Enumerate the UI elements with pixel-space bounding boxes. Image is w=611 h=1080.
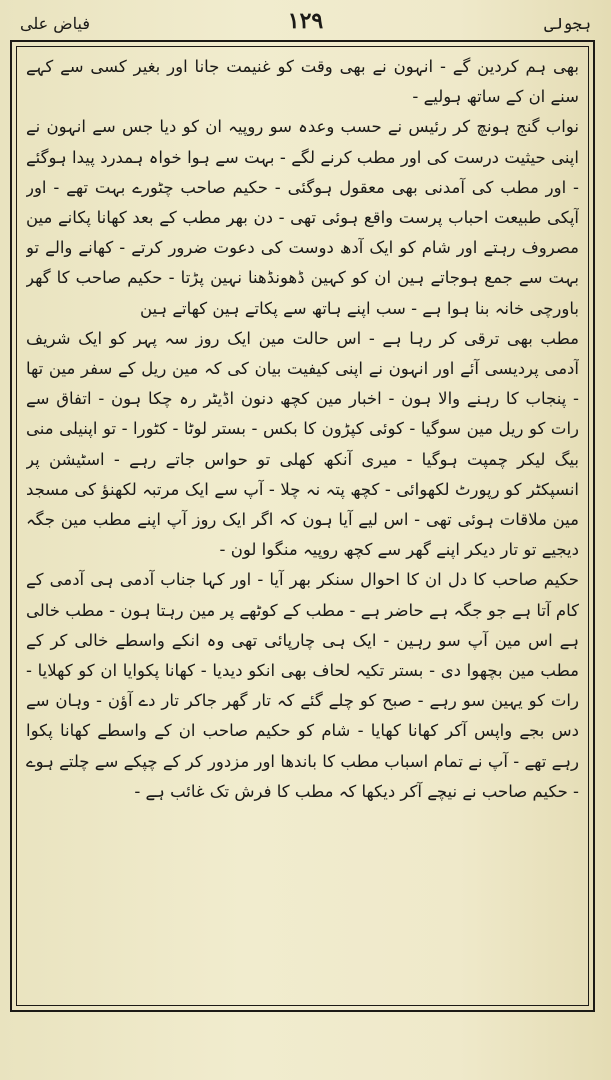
page-header [20,6,591,40]
paragraph: حکیم صاحب کا دل ان کا احوال سنکر بھر آیا - اور کہا جناب آدمی ہی آدمی کے کام آتا ہے جو جگہ ہے حاضر ہے - مطب کے کوٹھے پر مین رہتا ہون - مطب خالی ہے اس مین آپ سو رہین - ایک ہی چارپائی تھی وہ انکے واسطے خالی کر کے مطب مین بچھوا دی - بستر تکیہ لحاف بھی انکو دیدیا - کھانا پکوایا ان کو کھلایا - رات کو یہین سو رہے - صبح کو چلے گئے کہ تار گھر جاکر تار دے آؤن - وہان سے دس بجے واپس آکر کھانا کھایا - شام کو حکیم صاحب ان کے واسطے کھانا پکوا رہے تھے - آپ نے تمام اسباب مطب کا باندھا اور مزدور کر کے چپکے سے چلتے ہوے - حکیم صاحب نے نیچے آکر دیکھا کہ مطب کا فرش تک غائب ہے - [26,570,579,801]
running-title: ہجولی [544,14,591,33]
paragraph: بھی ہم کردین گے - انہون نے بھی وقت کو غنیمت جانا اور بغیر کسی سے کہے سنے ان کے ساتھ ہولیے - [26,57,579,107]
running-author: فیاض علی [20,14,90,33]
page-number: ۱۲۹ [287,8,324,34]
paragraph: مطب بھی ترقی کر رہا ہے - اس حالت مین ایک روز سہ پہر کو ایک شریف آدمی پردیسی آئے اور انہون نے اپنی کیفیت بیان کی کہ مین ریل کے سفر مین تھا - پنجاب کا رہنے والا ہون - اخبار مین کچھ دنون اڈیٹر رہ چکا ہون - اتفاق سے رات کو ریل مین سوگیا - کوئی کپڑون کا بکس - بستر لوٹا - کٹورا - تو اپنیلی منی بیگ لیکر چمپت ہوگیا - میری آنکھ کھلی تو حواس جاتے رہے - اسٹیشن پر انسپکٹر کو رپورٹ لکھوائی - کچھ پتہ نہ چلا - آپ سے ایک مرتبہ لکھنؤ کی مسجد مین ملاقات ہوئی تھی - اس لیے آیا ہون کہ اگر ایک روز آپ اپنے مطب مین جگہ دیجیے تو تار دیکر اپنے گھر سے کچھ روپیہ منگوا لون - [26,328,579,560]
paragraph: نواب گنج ہونچ کر رئیس نے حسب وعدہ سو روپیہ ان کو دیا جس سے انہون نے اپنی حیثیت درست کی اور مطب کرنے لگے - بہت سے ہوا خواہ ہمدرد پیدا ہوگئے - اور مطب کی آمدنی بھی معقول ہوگئی - حکیم صاحب چٹورے بہت تھے - اور آپکی طبیعت احباب پرست واقع ہوئی تھی - دن بھر مطب کے بعد کھانا پکانے مین مصروف رہتے اور شام کو ایک آدھ دوست کی دعوت ضرور کرتے - کھانے والے تو بہت سے جمع ہوجاتے ہین ان کو کہین ڈھونڈھنا نہین پڑتا - حکیم صاحب کا گھر باورچی خانہ بنا ہوا ہے - سب اپنے ہاتھ سے پکاتے ہین کھاتے ہین [26,117,579,318]
body-text [26,52,579,1002]
